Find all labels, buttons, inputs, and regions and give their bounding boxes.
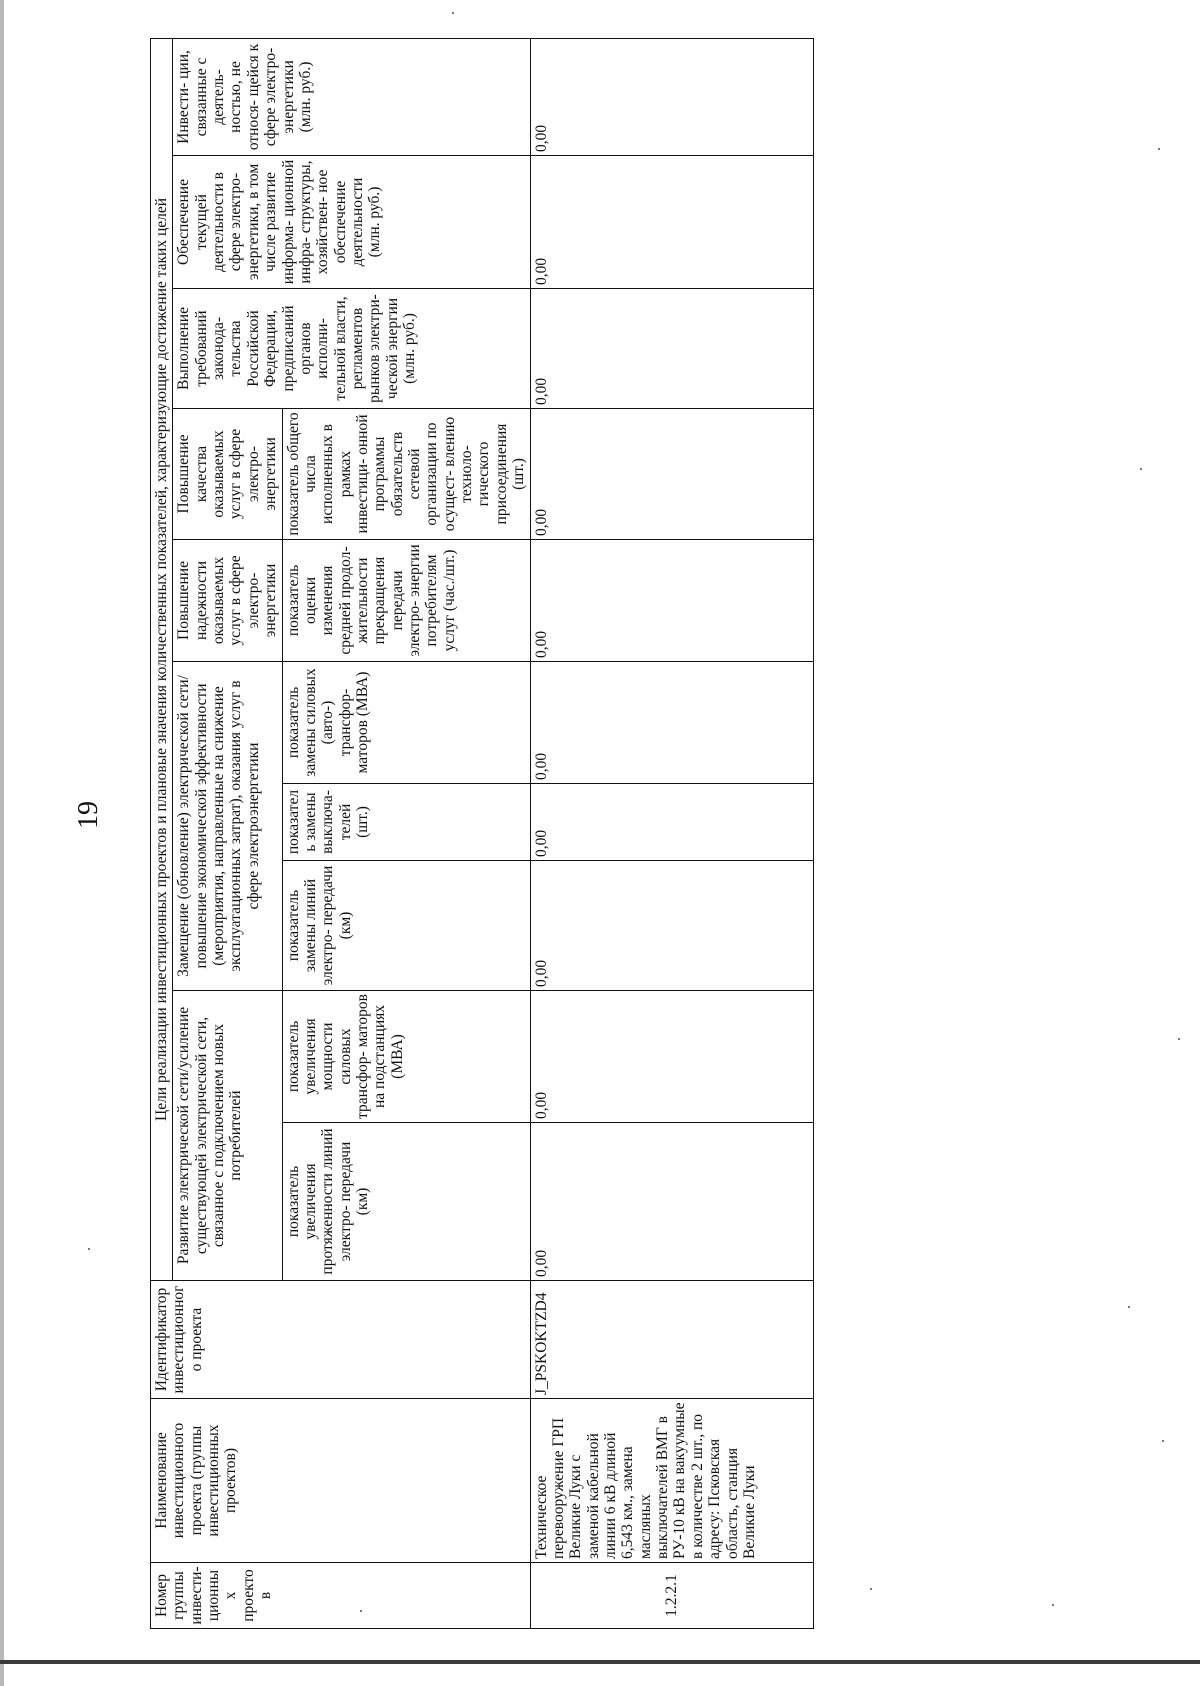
cell-value-rep-breakers: 0,00 [530, 784, 813, 861]
table-row [530, 38, 813, 1628]
header-goals-title: Цели реализации инвестиционных проектов и плановые значения количественных показателей, характеризующие достижение таких целей [151, 38, 173, 1280]
cell-value-quality: 0,00 [530, 409, 813, 540]
cell-value-current-activity: 0,00 [530, 156, 813, 289]
scan-speck [870, 1588, 872, 1590]
header-quality: Повышение качества оказываемых услуг в сфере электро- энергетики [173, 409, 282, 540]
cell-value-rep-lines: 0,00 [530, 861, 813, 991]
scan-speck [360, 1610, 362, 1612]
scan-speck [88, 1248, 90, 1250]
investment-goals-table [150, 38, 814, 1629]
header-qual-indicator: показатель общего числа исполненных в рамках инвестици- онной программы обязательств сетевой организации по осущест- влению техноло- гического присоединения (шт.) [282, 409, 530, 540]
scan-speck [1052, 1604, 1054, 1606]
header-project-name: Наименование инвестиционного проекта (группы инвестиционных проектов) [151, 1399, 531, 1563]
page-number: 19 [73, 801, 104, 829]
header-rep-transformers: показатель замены силовых (авто-) трансфор- маторов (МВА) [282, 662, 530, 784]
scan-speck [452, 12, 454, 14]
scan-edge-bottom [0, 1660, 1200, 1664]
cell-project-id: J_PSKOKTZD4 [530, 1281, 813, 1399]
scan-speck [1140, 468, 1142, 470]
rotated-table-frame [150, 39, 1190, 1629]
header-rep-breakers: показатель замены выключа- телей (шт.) [282, 784, 530, 861]
scan-edge-left [0, 0, 4, 1686]
header-dev-lines: показатель увеличения протяженности линий электро- передачи (км) [282, 1123, 530, 1281]
header-non-energy: Инвести- ции, связанные с деятель- ностью, не относя- щейся к сфере электро- энергетики (млн. руб.) [173, 38, 530, 155]
header-legal: Выполнение требований законода- тельства Российской Федерации, предписаний органов исполни- тельной власти, регламентов рынков электри- ческой энергии (млн. руб.) [173, 289, 530, 409]
header-project-id: Идентификатор инвестиционного проекта [151, 1281, 531, 1399]
header-reliability: Повышение надежности оказываемых услуг в сфере электро- энергетики [173, 540, 282, 662]
header-group-number: Номер группы инвести- ционных проектов [151, 1563, 531, 1629]
cell-value-dev-lines: 0,00 [530, 1123, 813, 1281]
cell-value-rep-transformers: 0,00 [530, 662, 813, 784]
cell-value-legal: 0,00 [530, 289, 813, 409]
scan-speck [1178, 1038, 1180, 1040]
cell-value-non-energy: 0,00 [530, 38, 813, 155]
header-replacement: Замещение (обновление) электрической сети/повышение экономической эффективности (мероприятия, направленные на снижение эксплуатационных затрат), оказания услуг в сфере электроэнергетики [173, 662, 282, 991]
header-rel-indicator: показатель оценки изменения средней продол- жительности прекращения передачи электро- энергии потребителям услуг (час./шт.) [282, 540, 530, 662]
header-current-activity: Обеспечение текущей деятельности в сфере электро- энергетики, в том числе развитие информа- ционной инфра- структуры, хозяйствен- ное обеспечение деятельности (млн. руб.) [173, 156, 530, 289]
header-dev-transformers: показатель увеличения мощности силовых трансфор- маторов на подстанциях (МВА) [282, 991, 530, 1123]
scan-speck [1162, 1440, 1164, 1442]
cell-project-name: Техническое перевооружение ГРП Великие Луки с заменой кабельной линии 6 кВ длиной 6,543 км., замена масляных выключателей ВМГ в РУ-10 кВ на вакуумные в количестве 2 шт., по адресу: Псковская область, станция Великие Луки [530, 1399, 813, 1563]
header-development: Развитие электрической сети/усиление существующей электрической сети, связанное с подключением новых потребителей [173, 991, 282, 1281]
scan-speck [1158, 148, 1160, 150]
scan-speck [1128, 1306, 1130, 1308]
header-row-1 [151, 38, 173, 1628]
cell-value-dev-transformers: 0,00 [530, 991, 813, 1123]
cell-group-number: 1.2.2.1 [530, 1563, 813, 1629]
cell-value-reliability: 0,00 [530, 540, 813, 662]
header-rep-lines: показатель замены линий электро- передачи (км) [282, 861, 530, 991]
